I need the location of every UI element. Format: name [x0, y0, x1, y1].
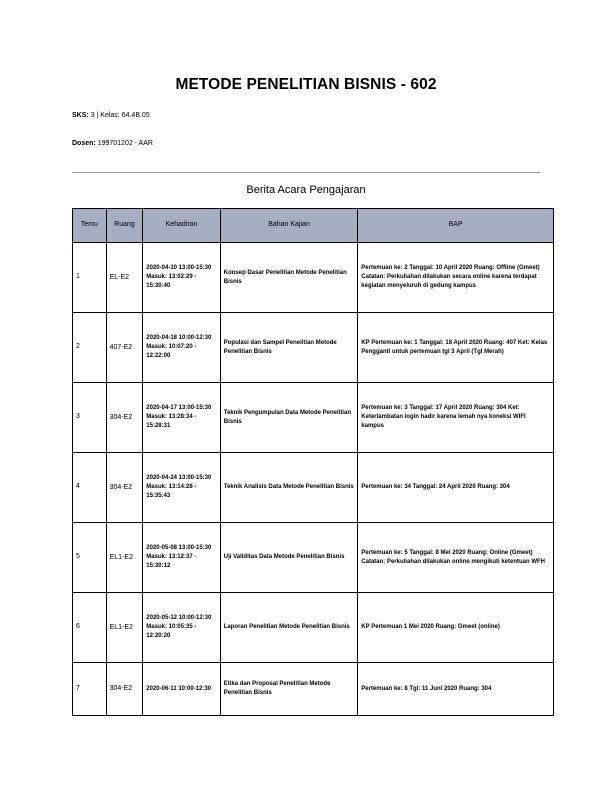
bahan-kajian-cell: Teknik Analisis Data Metode Penelitian Bisnis [220, 453, 358, 523]
temu-cell: 5 [73, 523, 107, 593]
table-row [73, 243, 554, 313]
kehadiran-cell: 2020-04-24 13:00-15:30 Masuk: 13:14:28 - 15:35:43 [143, 453, 220, 523]
column-header-kehadiran: Kehadiran [143, 209, 220, 243]
ruang-cell: EL-E2 [106, 243, 143, 313]
sks-line [72, 112, 150, 119]
bahan-kajian-cell: Laporan Penelitian Metode Penelitian Bisnis [220, 593, 358, 663]
kehadiran-cell: 2020-06-11 10:00-12:30 [143, 663, 220, 716]
bahan-kajian-cell: Teknik Pengumpulan Data Metode Penelitian Bisnis [220, 383, 358, 453]
temu-cell: 2 [73, 313, 107, 383]
temu-cell: 6 [73, 593, 107, 663]
temu-cell: 4 [73, 453, 107, 523]
sks-label: SKS: [72, 112, 89, 119]
bap-cell: KP Pertemuan ke: 1 Tanggal: 18 April 2020 Ruang: 407 Ket: Kelas Pengganti untuk pertemuan tgl 3 April (Tgl Merah) [358, 313, 554, 383]
bap-table [72, 208, 554, 716]
section-title: Berita Acara Pengajaran [246, 184, 366, 196]
temu-cell: 3 [73, 383, 107, 453]
table-row [73, 383, 554, 453]
column-header-temu: Temu [73, 209, 107, 243]
kehadiran-cell: 2020-05-08 13:00-15:30 Masuk: 13:12:37 - 15:30:12 [143, 523, 220, 593]
column-header-bap: BAP [358, 209, 554, 243]
dosen-label: Dosen: [72, 140, 96, 147]
dosen-line [72, 140, 153, 147]
column-header-bahan-kajian: Bahan Kajian [220, 209, 358, 243]
kehadiran-cell: 2020-04-17 13:00-15:30 Masuk: 13:28:34 - 15:28:31 [143, 383, 220, 453]
ruang-cell: 407-E2 [106, 313, 143, 383]
temu-cell: 1 [73, 243, 107, 313]
ruang-cell: EL1-E2 [106, 593, 143, 663]
bap-cell: Pertemuan ke: 2 Tanggal: 10 April 2020 Ruang: Offline (Gmeet) Catatan: Perkuliahan dilakukan secara online karena terdapat kegiatan menyeluruh di gedung kampus [358, 243, 554, 313]
ruang-cell: 304-E2 [106, 663, 143, 716]
dosen-value: 199701202 - AAR [97, 140, 153, 147]
table-row [73, 313, 554, 383]
ruang-cell: 304-E2 [106, 453, 143, 523]
table-row [73, 663, 554, 716]
table-header-row [73, 209, 554, 243]
bap-cell: Pertemuan ke: 3 Tanggal: 17 April 2020 Ruang: 304 Ket: Keterlambatan login hadir karena lemah nya koneksi WIFI kampus [358, 383, 554, 453]
kehadiran-cell: 2020-04-10 13:00-15:30 Masuk: 13:02:29 - 15:30:40 [143, 243, 220, 313]
sks-value: 3 | Kelas: 64.4B.05 [90, 112, 150, 119]
bap-cell: Pertemuan ke: 8 Tgl: 11 Juni 2020 Ruang: 304 [358, 663, 554, 716]
ruang-cell: EL1-E2 [106, 523, 143, 593]
table-row [73, 523, 554, 593]
bahan-kajian-cell: Konsep Dasar Penelitian Metode Penelitian Bisnis [220, 243, 358, 313]
bap-cell: Pertemuan ke: 34 Tanggal: 24 April 2020 Ruang: 304 [358, 453, 554, 523]
kehadiran-cell: 2020-05-12 10:00-12:30 Masuk: 10:05:35 - 12:20:20 [143, 593, 220, 663]
bahan-kajian-cell: Populasi dan Sampel Penelitian Metode Penelitian Bisnis [220, 313, 358, 383]
bahan-kajian-cell: Uji Validitas Data Metode Penelitian Bisnis [220, 523, 358, 593]
table-row [73, 593, 554, 663]
ruang-cell: 304-E2 [106, 383, 143, 453]
bap-cell: Pertemuan ke: 5 Tanggal: 8 Mei 2020 Ruang: Online (Gmeet) Catatan: Perkuliahan dilakukan online mengikuti ketentuan WFH [358, 523, 554, 593]
table-row [73, 453, 554, 523]
bahan-kajian-cell: Etika dan Proposal Penelitian Metode Penelitian Bisnis [220, 663, 358, 716]
kehadiran-cell: 2020-04-18 10:00-12:30 Masuk: 10:07:20 - 12:22:00 [143, 313, 220, 383]
column-header-ruang: Ruang [106, 209, 143, 243]
document-title: METODE PENELITIAN BISNIS - 602 [175, 76, 437, 93]
bap-cell: KP Pertemuan 1 Mei 2020 Ruang: Gmeet (online) [358, 593, 554, 663]
temu-cell: 7 [73, 663, 107, 716]
divider [72, 172, 540, 173]
